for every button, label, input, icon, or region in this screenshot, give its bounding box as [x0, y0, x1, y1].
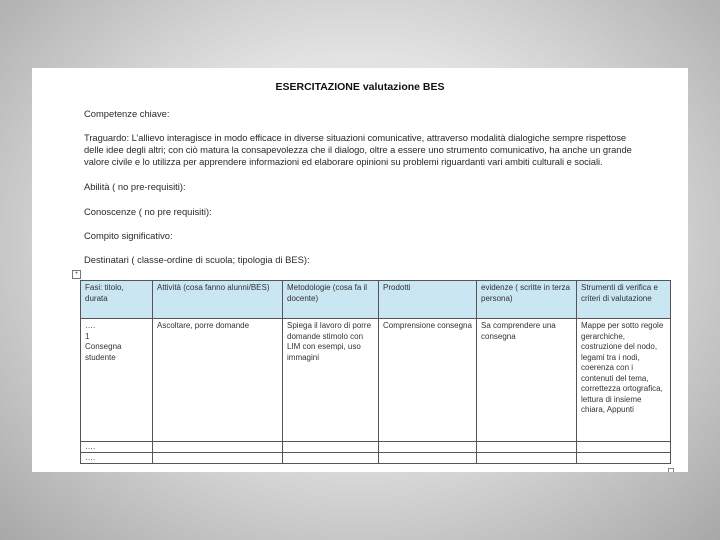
header-attivita: Attività (cosa fanno alunni/BES)	[153, 281, 283, 319]
cell-evidenze[interactable]: Sa comprendere una consegna	[477, 319, 577, 442]
cell-empty[interactable]	[153, 453, 283, 464]
header-metodologie: Metodologie (cosa fa il docente)	[283, 281, 379, 319]
cell-empty[interactable]	[577, 442, 671, 453]
header-strumenti: Strumenti di verifica e criteri di valutazione	[577, 281, 671, 319]
destinatari-heading: Destinatari ( classe-ordine di scuola; tipologia di BES):	[84, 254, 310, 265]
compito-heading: Compito significativo:	[84, 230, 173, 241]
competenze-heading: Competenze chiave:	[84, 108, 170, 119]
cell-empty[interactable]	[477, 442, 577, 453]
table-resize-handle[interactable]	[668, 468, 674, 472]
table-header-row	[81, 281, 671, 319]
header-evidenze: evidenze ( scritte in terza persona)	[477, 281, 577, 319]
header-fasi: Fasi: titolo, durata	[81, 281, 153, 319]
table-row	[81, 319, 671, 442]
cell-fasi-extra[interactable]: ….	[81, 453, 153, 464]
cell-fasi-extra[interactable]: ….	[81, 442, 153, 453]
cell-empty[interactable]	[379, 442, 477, 453]
cell-empty[interactable]	[577, 453, 671, 464]
table-row	[81, 453, 671, 464]
evaluation-table	[80, 280, 671, 464]
cell-strumenti[interactable]: Mappe per sotto regole gerarchiche, costruzione del nodo, legami tra i nodi, coerenza con i contenuti del tema, correttezza ortografica, lettura di insieme chiara, Appunti	[577, 319, 671, 442]
cell-empty[interactable]	[283, 442, 379, 453]
title-part1: ESERCITAZIONE	[275, 81, 360, 93]
document-title	[32, 81, 688, 93]
cell-empty[interactable]	[153, 442, 283, 453]
conoscenze-heading: Conoscenze ( no pre requisiti):	[84, 206, 212, 217]
traguardo-line-2: delle idee degli altri; con ciò matura la consapevolezza che il dialogo, oltre a essere uno strumento comunicativo, ha anche un grande	[84, 144, 632, 155]
cell-attivita[interactable]: Ascoltare, porre domande	[153, 319, 283, 442]
cell-fasi[interactable]: …. 1 Consegna studente	[81, 319, 153, 442]
header-prodotti: Prodotti	[379, 281, 477, 319]
cell-empty[interactable]	[283, 453, 379, 464]
document-page	[32, 68, 688, 472]
title-part2: valutazione BES	[362, 81, 445, 93]
cell-empty[interactable]	[477, 453, 577, 464]
table-move-handle-icon[interactable]: +	[72, 270, 81, 279]
abilita-heading: Abilità ( no pre-requisiti):	[84, 181, 186, 192]
traguardo-line-3: valore civile e lo utilizza per apprendere informazioni ed elaborare opinioni su problemi riguardanti vari ambiti culturali e sociali.	[84, 156, 603, 167]
cell-empty[interactable]	[379, 453, 477, 464]
cell-metodologie[interactable]: Spiega il lavoro di porre domande stimolo con LIM con esempi, uso immagini	[283, 319, 379, 442]
traguardo-line-1: Traguardo: L’allievo interagisce in modo efficace in diverse situazioni comunicative, attraverso modalità dialogiche sempre rispettose	[84, 132, 627, 143]
cell-prodotti[interactable]: Comprensione consegna	[379, 319, 477, 442]
table-row	[81, 442, 671, 453]
